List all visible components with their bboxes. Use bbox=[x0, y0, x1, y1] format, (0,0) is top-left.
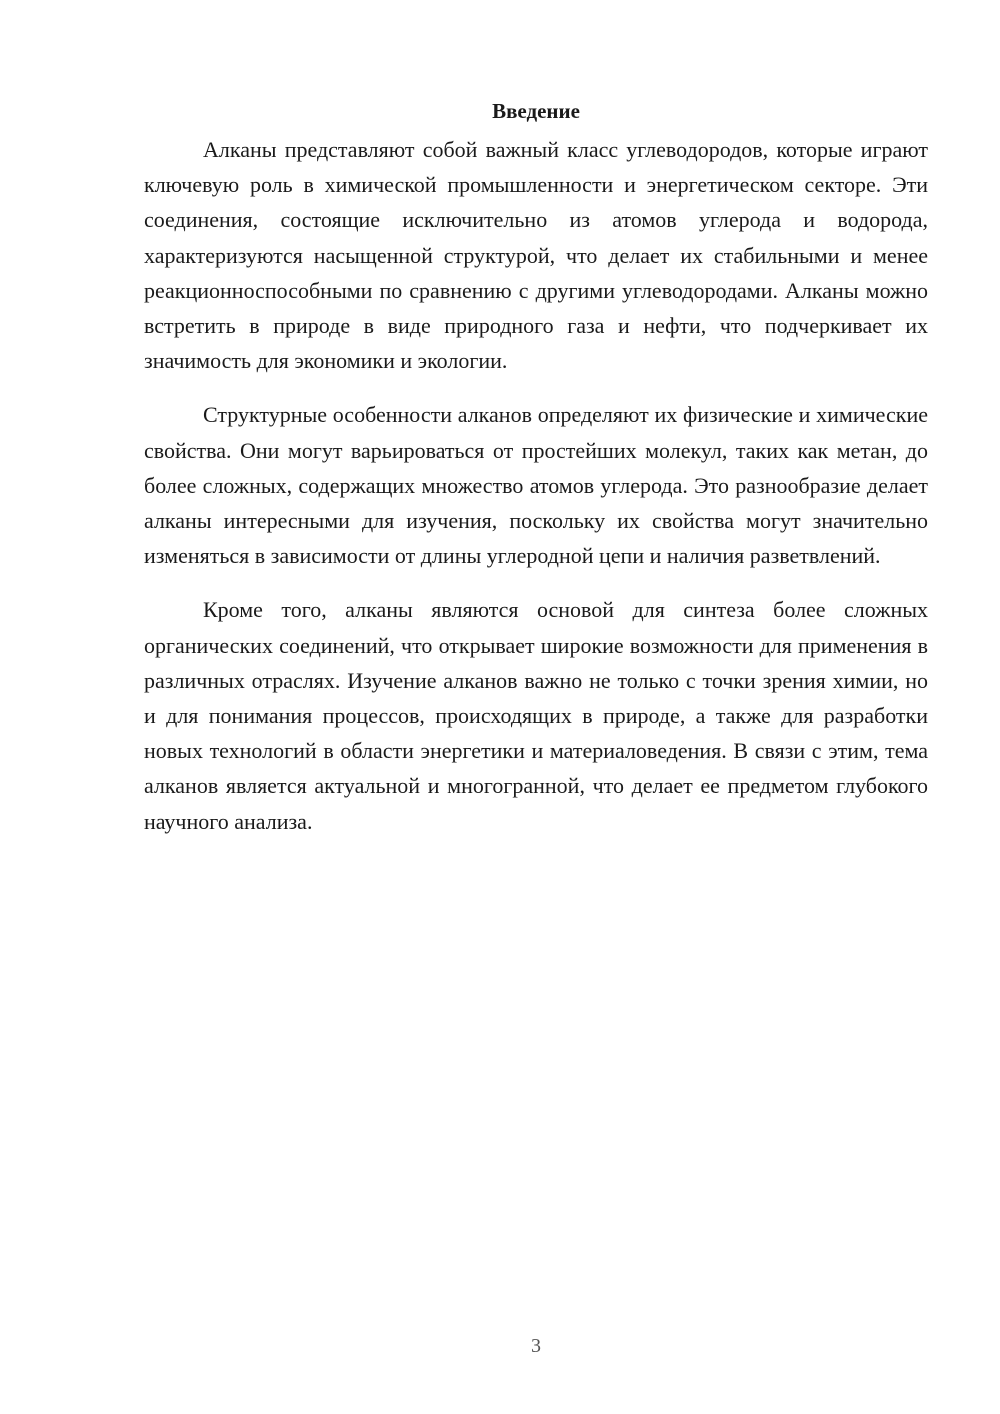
paragraph-1: Алканы представляют собой важный класс углеводородов, которые играют ключевую роль в химической промышленности и энергетическом секторе. Эти соединения, состоящие исключительно из атомов углерода и водорода, характеризуются насыщенной структурой, что делает их стабильными и менее реакционноспособными по сравнению с другими углеводородами. Алканы можно встретить в природе в виде природного газа и нефти, что подчеркивает их значимость для экономики и экологии. bbox=[144, 137, 928, 374]
page-number: 3 bbox=[531, 1335, 541, 1357]
paragraph-3: Кроме того, алканы являются основой для синтеза более сложных органических соединений, что открывает широкие возможности для применения в различных отраслях. Изучение алканов важно не только с точки зрения химии, но и для понимания процессов, происходящих в природе, а также для разработки новых технологий в области энергетики и материаловедения. В связи с этим, тема алканов является актуальной и многогранной, что делает ее предметом глубокого научного анализа. bbox=[144, 597, 928, 834]
page-content bbox=[144, 96, 928, 858]
paragraph-2: Структурные особенности алканов определяют их физические и химические свойства. Они могут варьироваться от простейших молекул, таких как метан, до более сложных, содержащих множество атомов углерода. Это разнообразие делает алканы интересными для изучения, поскольку их свойства могут значительно изменяться в зависимости от длины углеродной цепи и наличия разветвлений. bbox=[144, 402, 928, 569]
section-heading: Введение bbox=[492, 99, 580, 123]
